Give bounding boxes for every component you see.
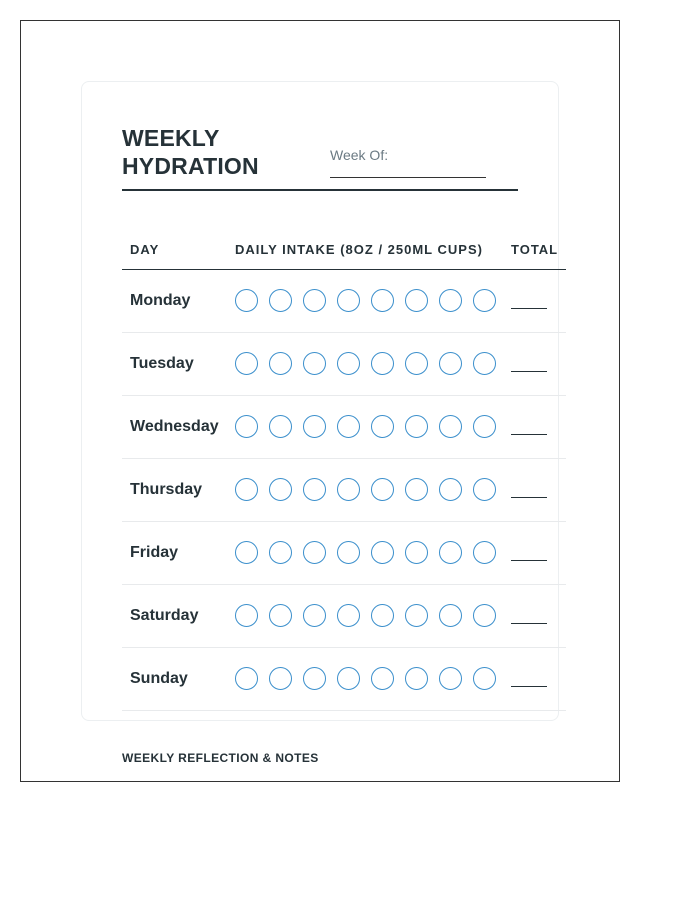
week-of-field[interactable]: [330, 145, 486, 178]
total-field[interactable]: [511, 623, 547, 624]
day-label: Wednesday: [130, 418, 219, 435]
cup-circle-icon[interactable]: [473, 667, 496, 690]
cup-circle-icon[interactable]: [303, 604, 326, 627]
cup-circle-icon[interactable]: [405, 604, 428, 627]
cup-circle-icon[interactable]: [371, 667, 394, 690]
total-field[interactable]: [511, 371, 547, 372]
planner-page: [20, 20, 620, 782]
cup-circle-icon[interactable]: [439, 478, 462, 501]
table-row: [122, 648, 566, 711]
cup-circle-icon[interactable]: [337, 289, 360, 312]
cup-circle-icon[interactable]: [303, 415, 326, 438]
table-row: [122, 396, 566, 459]
cup-tracker: [235, 415, 507, 439]
cup-circle-icon[interactable]: [439, 289, 462, 312]
cup-circle-icon[interactable]: [337, 604, 360, 627]
cup-circle-icon[interactable]: [473, 415, 496, 438]
table-row: [122, 585, 566, 648]
cup-circle-icon[interactable]: [405, 541, 428, 564]
cup-circle-icon[interactable]: [269, 289, 292, 312]
cup-circle-icon[interactable]: [337, 541, 360, 564]
table-row: [122, 333, 566, 396]
cup-circle-icon[interactable]: [473, 289, 496, 312]
cup-circle-icon[interactable]: [473, 604, 496, 627]
cup-circle-icon[interactable]: [439, 604, 462, 627]
cup-circle-icon[interactable]: [473, 541, 496, 564]
cup-tracker: [235, 667, 507, 691]
page-title: WEEKLY HYDRATION: [122, 125, 259, 179]
total-field[interactable]: [511, 308, 547, 309]
cup-circle-icon[interactable]: [269, 352, 292, 375]
total-field[interactable]: [511, 434, 547, 435]
table-body: [122, 270, 566, 711]
cup-circle-icon[interactable]: [337, 415, 360, 438]
cup-circle-icon[interactable]: [235, 667, 258, 690]
cup-circle-icon[interactable]: [439, 541, 462, 564]
day-label: Monday: [130, 292, 191, 309]
cup-circle-icon[interactable]: [405, 352, 428, 375]
cup-circle-icon[interactable]: [235, 604, 258, 627]
tracker-header: [122, 121, 518, 191]
cup-circle-icon[interactable]: [405, 478, 428, 501]
cup-circle-icon[interactable]: [439, 352, 462, 375]
cup-tracker: [235, 478, 507, 502]
cup-circle-icon[interactable]: [371, 352, 394, 375]
cup-tracker: [235, 604, 507, 628]
cup-circle-icon[interactable]: [235, 478, 258, 501]
cup-circle-icon[interactable]: [405, 415, 428, 438]
cup-circle-icon[interactable]: [269, 415, 292, 438]
cup-circle-icon[interactable]: [303, 667, 326, 690]
week-of-label: Week Of:: [330, 147, 389, 163]
table-header: [122, 231, 566, 270]
cup-tracker: [235, 541, 507, 565]
cup-circle-icon[interactable]: [371, 541, 394, 564]
hydration-table: [122, 231, 566, 711]
cup-circle-icon[interactable]: [269, 541, 292, 564]
cup-circle-icon[interactable]: [371, 415, 394, 438]
cup-circle-icon[interactable]: [473, 478, 496, 501]
cup-circle-icon[interactable]: [303, 289, 326, 312]
cup-tracker: [235, 352, 507, 376]
total-field[interactable]: [511, 686, 547, 687]
cup-circle-icon[interactable]: [337, 478, 360, 501]
day-label: Tuesday: [130, 355, 194, 372]
column-header-total: TOTAL: [511, 242, 559, 257]
cup-circle-icon[interactable]: [269, 604, 292, 627]
total-field[interactable]: [511, 497, 547, 498]
day-label: Sunday: [130, 670, 188, 687]
cup-circle-icon[interactable]: [405, 289, 428, 312]
cup-circle-icon[interactable]: [371, 604, 394, 627]
cup-circle-icon[interactable]: [337, 352, 360, 375]
cup-circle-icon[interactable]: [235, 289, 258, 312]
day-label: Friday: [130, 544, 179, 561]
total-field[interactable]: [511, 560, 547, 561]
cup-tracker: [235, 289, 507, 313]
day-label: Thursday: [130, 481, 203, 498]
cup-circle-icon[interactable]: [371, 478, 394, 501]
day-label: Saturday: [130, 607, 199, 624]
cup-circle-icon[interactable]: [303, 541, 326, 564]
cup-circle-icon[interactable]: [473, 352, 496, 375]
cup-circle-icon[interactable]: [337, 667, 360, 690]
cup-circle-icon[interactable]: [269, 667, 292, 690]
table-row: [122, 522, 566, 585]
cup-circle-icon[interactable]: [303, 352, 326, 375]
cup-circle-icon[interactable]: [235, 352, 258, 375]
cup-circle-icon[interactable]: [405, 667, 428, 690]
cup-circle-icon[interactable]: [235, 541, 258, 564]
cup-circle-icon[interactable]: [371, 289, 394, 312]
column-header-day: DAY: [130, 242, 160, 257]
cup-circle-icon[interactable]: [439, 415, 462, 438]
cup-circle-icon[interactable]: [439, 667, 462, 690]
cup-circle-icon[interactable]: [269, 478, 292, 501]
column-header-intake: DAILY INTAKE (8OZ / 250ML CUPS): [235, 242, 483, 257]
notes-heading: WEEKLY REFLECTION & NOTES: [122, 751, 319, 765]
cup-circle-icon[interactable]: [303, 478, 326, 501]
table-row: [122, 459, 566, 522]
table-row: [122, 270, 566, 333]
cup-circle-icon[interactable]: [235, 415, 258, 438]
